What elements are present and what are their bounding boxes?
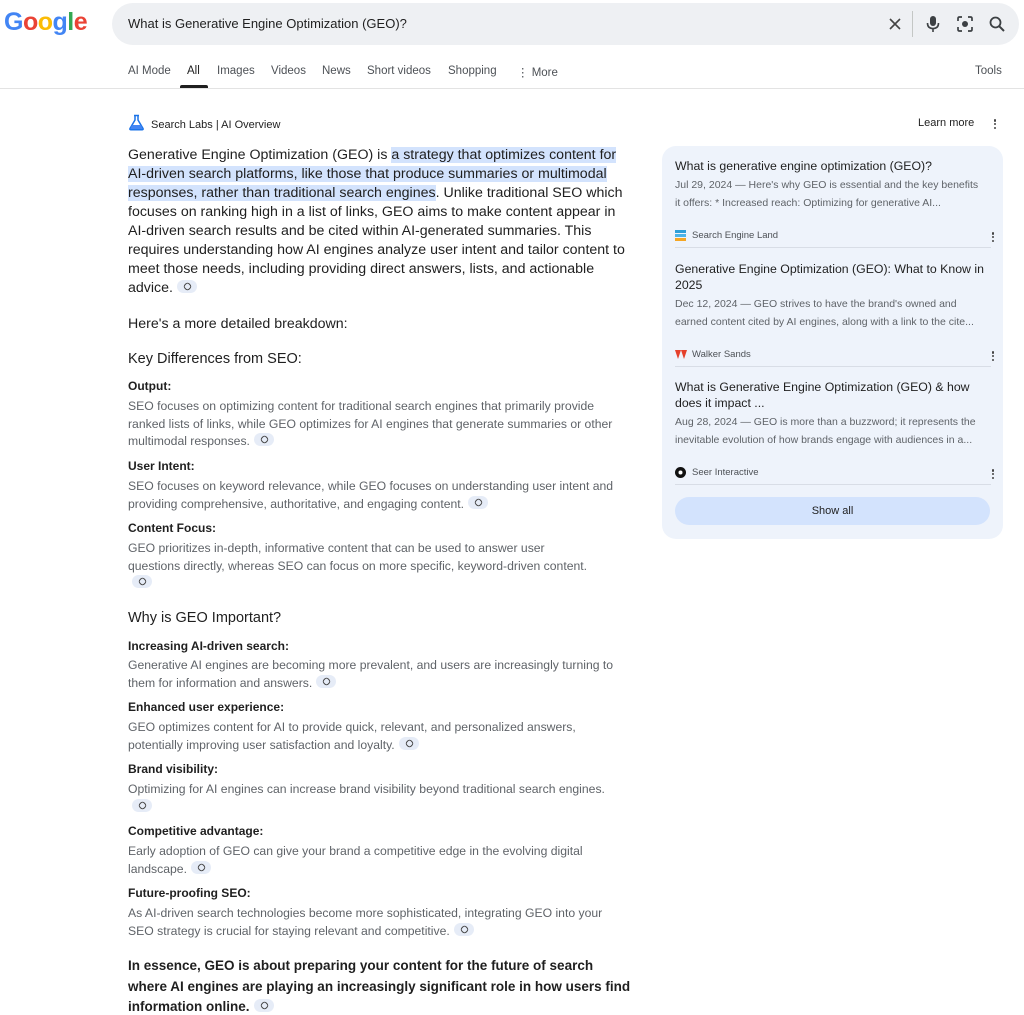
source-divider <box>675 366 991 367</box>
citation-link-icon[interactable] <box>132 575 152 588</box>
source-card[interactable] <box>675 158 991 241</box>
source-more-icon[interactable] <box>987 467 999 481</box>
section-text <box>128 719 618 754</box>
section-title: Output: <box>128 379 172 393</box>
search-divider <box>912 11 913 37</box>
source-site <box>675 467 759 478</box>
section-text-body: Early adoption of GEO can give your brand a competitive edge in the evolving digital landscape. <box>128 844 583 876</box>
citation-link-icon[interactable] <box>399 737 419 750</box>
lead-body: . Unlike traditional SEO which focuses on ranking high in a list of links, GEO aims to make content appear in AI-driven search results and be cited within AI-generated summaries. This requires understanding how AI engines analyze user intent and tailor content to meet those needs, including providing direct answers, lists, and actionable advice. <box>128 185 625 296</box>
tools-button[interactable]: Tools <box>975 65 1002 77</box>
tab-shopping[interactable]: Shopping <box>448 65 497 77</box>
section-title: Enhanced user experience: <box>128 700 285 714</box>
sources-panel <box>662 146 1003 539</box>
section-text-body: Generative AI engines are becoming more prevalent, and users are increasingly turning to them for information and answers. <box>128 658 614 690</box>
section-text <box>128 540 588 593</box>
logo-letter: o <box>22 8 38 36</box>
section-text <box>128 781 608 816</box>
source-divider <box>675 247 991 248</box>
search-icon[interactable] <box>986 13 1008 35</box>
source-divider <box>675 484 991 485</box>
tab-ai-mode[interactable]: AI Mode <box>128 65 171 77</box>
section-text-body: Optimizing for AI engines can increase brand visibility beyond traditional search engines. <box>128 782 605 796</box>
logo-letter: g <box>52 8 68 36</box>
section-text-body: SEO focuses on keyword relevance, while GEO focuses on understanding user intent and providing comprehensive, authoritative, and engaging content. <box>128 479 614 511</box>
source-snippet: earned content cited by AI engines, along with a link to the cite... <box>675 315 974 328</box>
source-site <box>675 230 778 241</box>
tab-more-label: More <box>531 67 558 79</box>
key-differences-heading: Key Differences from SEO: <box>128 351 302 367</box>
source-title[interactable]: What is generative engine optimization (GEO)? <box>675 159 932 173</box>
tab-images[interactable]: Images <box>217 65 255 77</box>
section-title: Future-proofing SEO: <box>128 886 251 900</box>
section-text <box>128 478 633 513</box>
ai-overview-label: Search Labs | AI Overview <box>151 119 281 131</box>
overview-lead <box>128 146 633 298</box>
logo-letter: e <box>73 8 88 36</box>
walker-sands-favicon-icon <box>675 349 686 360</box>
tab-short-videos[interactable]: Short videos <box>367 65 431 77</box>
overview-more-icon[interactable] <box>989 117 1001 131</box>
lead-highlight: a strategy that optimizes content for AI-driven search platforms, like those that produce summaries or multimodal responses, rather than traditional search engines <box>128 147 617 201</box>
lead-intro: Generative Engine Optimization (GEO) is <box>128 147 392 163</box>
lens-icon[interactable] <box>954 13 976 35</box>
source-snippet: Dec 12, 2024 — GEO strives to have the brand's owned and <box>675 298 957 310</box>
essence-text: In essence, GEO is about preparing your content for the future of search where AI engines are playing an increasingly significant role in how users find information online. <box>128 958 631 1014</box>
source-snippet: Jul 29, 2024 — Here's why GEO is essential and the key benefits <box>675 179 979 191</box>
section-title: Brand visibility: <box>128 762 219 776</box>
citation-link-icon[interactable] <box>454 923 474 936</box>
source-card[interactable] <box>675 261 991 360</box>
tab-all[interactable]: All <box>187 65 200 77</box>
section-title: Content Focus: <box>128 521 216 535</box>
source-more-icon[interactable] <box>987 349 999 363</box>
source-more-icon[interactable] <box>987 230 999 244</box>
tab-more[interactable] <box>517 65 558 79</box>
source-card[interactable] <box>675 379 991 478</box>
close-icon[interactable] <box>884 13 906 35</box>
tab-news[interactable]: News <box>322 65 351 77</box>
show-all-button[interactable]: Show all <box>675 497 990 525</box>
ai-overview-header <box>128 114 280 136</box>
citation-link-icon[interactable] <box>468 496 488 509</box>
citation-link-icon[interactable] <box>177 280 197 293</box>
search-bar[interactable] <box>112 3 1019 45</box>
tab-videos[interactable]: Videos <box>271 65 306 77</box>
active-tab-indicator <box>180 85 208 88</box>
google-logo[interactable] <box>4 8 87 37</box>
section-text <box>128 657 633 692</box>
flask-icon <box>128 114 145 136</box>
section-text <box>128 905 628 940</box>
search-tabs <box>0 58 1024 89</box>
section-text <box>128 398 633 451</box>
source-site-name: Seer Interactive <box>692 467 759 478</box>
section-text-body: SEO focuses on optimizing content for traditional search engines that primarily provide ranked lists of links, while GEO optimizes for AI engines that generate summaries or other multimodal responses. <box>128 399 613 448</box>
section-text-body: GEO optimizes content for AI to provide quick, relevant, and personalized answers, potentially improving user satisfaction and loyalty. <box>128 720 576 752</box>
logo-letter: G <box>4 8 23 36</box>
section-text-body: As AI-driven search technologies become more sophisticated, integrating GEO into your SEO strategy is crucial for staying relevant and competitive. <box>128 906 603 938</box>
section-title: User Intent: <box>128 459 195 473</box>
more-dots-icon: ⋮ <box>517 67 529 79</box>
why-geo-heading: Why is GEO Important? <box>128 610 282 626</box>
source-snippet: Aug 28, 2024 — GEO is more than a buzzword; it represents the <box>675 416 976 428</box>
citation-link-icon[interactable] <box>316 675 336 688</box>
learn-more-link[interactable]: Learn more <box>918 117 975 129</box>
section-title: Competitive advantage: <box>128 824 264 838</box>
source-site <box>675 349 751 360</box>
source-title[interactable]: Generative Engine Optimization (GEO): What to Know in 2025 <box>675 262 984 292</box>
section-text <box>128 843 628 878</box>
seer-interactive-favicon-icon <box>675 467 686 478</box>
section-title: Increasing AI-driven search: <box>128 639 289 653</box>
source-site-name: Search Engine Land <box>692 230 779 241</box>
citation-link-icon[interactable] <box>132 799 152 812</box>
essence-summary <box>128 956 633 1015</box>
logo-letter: o <box>37 8 53 36</box>
logo-letter: l <box>67 8 74 36</box>
microphone-icon[interactable] <box>922 13 944 35</box>
breakdown-intro: Here's a more detailed breakdown: <box>128 316 348 332</box>
source-title[interactable]: What is Generative Engine Optimization (GEO) & how does it impact ... <box>675 380 970 410</box>
search-input[interactable]: What is Generative Engine Optimization (GEO)? <box>128 16 407 31</box>
citation-link-icon[interactable] <box>254 999 274 1012</box>
search-engine-land-favicon-icon <box>675 230 686 241</box>
citation-link-icon[interactable] <box>254 433 274 446</box>
section-text-body: GEO prioritizes in-depth, informative content that can be used to answer user questions directly, whereas SEO can focus on more specific, keyword-driven content. <box>128 541 588 573</box>
citation-link-icon[interactable] <box>191 861 211 874</box>
source-snippet: it offers: * Increased reach: Optimizing for generative AI... <box>675 196 941 209</box>
source-site-name: Walker Sands <box>692 349 751 360</box>
source-snippet: inevitable evolution of how brands engage with audiences in a... <box>675 433 973 446</box>
